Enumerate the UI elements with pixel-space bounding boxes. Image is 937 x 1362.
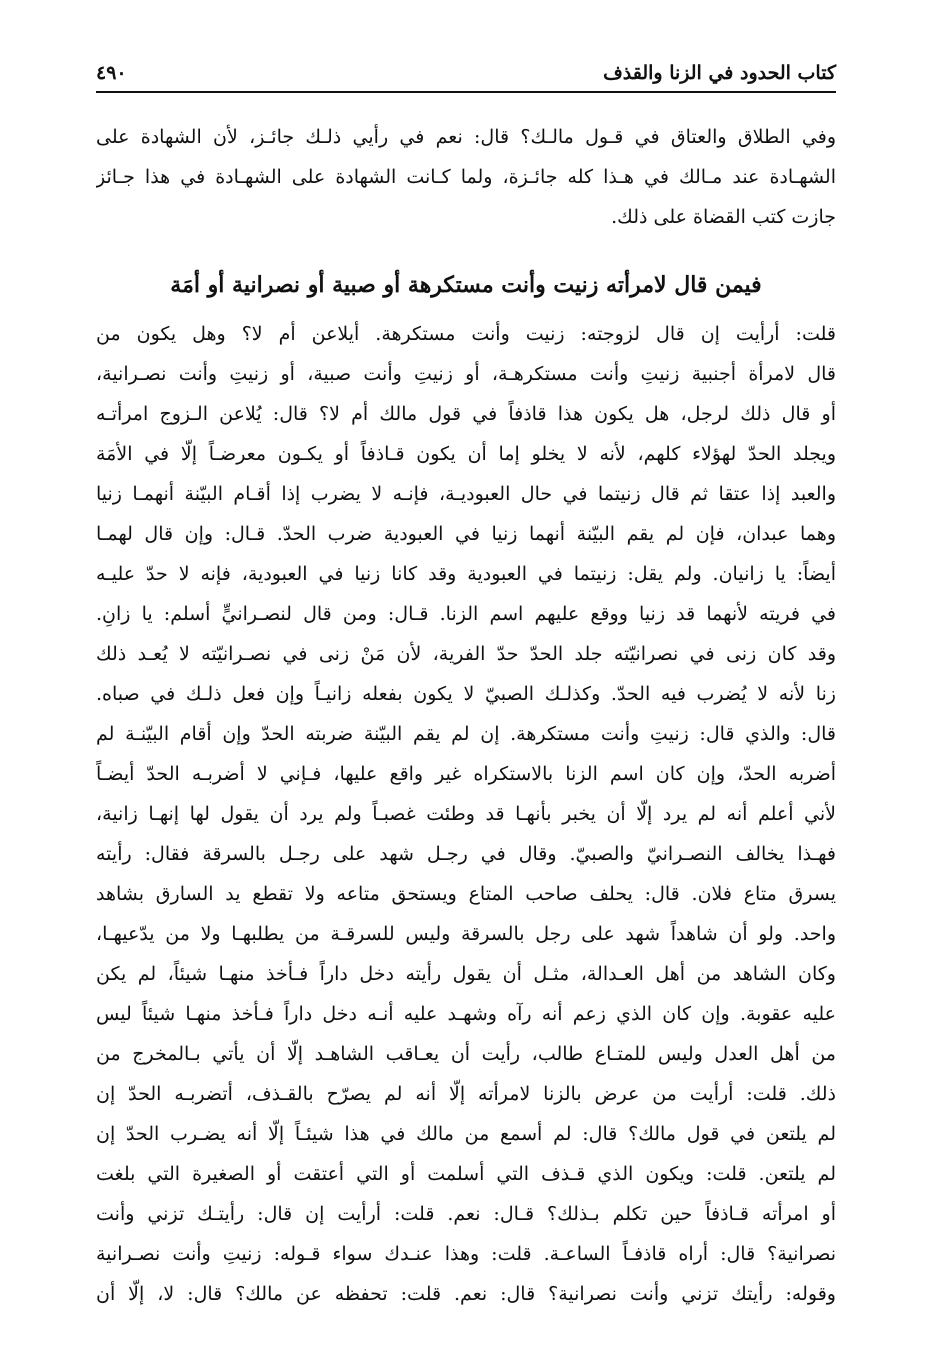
text-line: ذلك. قلت: أرأيت من عرض بالزنا لامرأته إلّا أنه لم يصرّح بالقـذف، أتضربـه الحدّ إن — [96, 1083, 836, 1105]
page-header — [96, 58, 836, 92]
text-line: قال: والذي قال: زنيتِ وأنت مستكرهة. إن لم يقم البيّنة ضربته الحدّ وإن أقام البيّنـة لم — [96, 723, 836, 745]
text-line: عليه عقوبة. وإن كان الذي زعم أنه رآه وشهـد عليه أنـه دخل داراً فـأخذ منهـا شيئاً ليس — [96, 1003, 836, 1025]
text-line: وفي الطلاق والعتاق في قـول مالـك؟ قال: نعم في رأيي ذلـك جائـز، لأن الشهادة على — [96, 126, 836, 148]
intro-paragraph — [96, 117, 836, 237]
text-line: وقوله: رأيتك تزني وأنت نصرانية؟ قال: نعم. قلت: تحفظه عن مالك؟ قال: لا، إلّا أن — [96, 1283, 836, 1305]
text-line: قال لامرأة أجنبية زنيتِ وأنت مستكرهـة، أو زنيتِ وأنت صبية، أو زنيتِ وأنت نصـرانية، — [96, 363, 836, 385]
text-line: أضربه الحدّ، وإن كان اسم الزنا بالاستكراه غير واقع عليها، فـإني لا أضربـه الحدّ أيضـاً — [96, 763, 836, 785]
text-line: وهما عبدان، فإن لم يقم البيّنة أنهما زنيا في العبودية ضرب الحدّ. قـال: وإن قال لهمـا — [96, 523, 836, 545]
text-line: يسرق متاع فلان. قال: يحلف صاحب المتاع ويستحق متاعه ولا تقطع يد السارق بشاهد — [96, 883, 836, 905]
text-line: لأني أعلم أنه لم يرد إلّا أن يخبر بأنهـا قد وطئت غصبـاً ولم يرد أن يقول لها إنهـا زانية، — [96, 803, 836, 825]
text-line: واحد. ولو أن شاهداً شهد على رجل بالسرقة وليس للسرقـة من يطلبهـا ولا من يدّعيهـا، — [96, 923, 836, 945]
text-line: الشهـادة عند مـالك في هـذا كله جائـزة، ولما كـانت الشهادة على الشهـادة في هذا جـائز — [96, 166, 836, 188]
text-line: في فريته لأنهما قد زنيا ووقع عليهم اسم الزنا. قـال: ومن قال لنصـرانيٍّ أسلم: يا زانِ. — [96, 603, 836, 625]
text-line: لم يلتعن. قلت: ويكون الذي قـذف التي أسلمت أو التي أعتقت أو الصغيرة التي بلغت — [96, 1163, 836, 1185]
text-line: قلت: أرأيت إن قال لزوجته: زنيت وأنت مستكرهة. أيلاعن أم لا؟ وهل يكون من — [96, 323, 836, 345]
text-line: جازت كتب القضاة على ذلك. — [611, 206, 836, 228]
text-line: أيضاً: يا زانيان. ولم يقل: زنيتما في العبودية وقد كانا زنيا في العبودية، فإنه لا حدّ عليـه — [96, 563, 836, 585]
text-line: وقد كان زنى في نصرانيّته جلد الحدّ حدّ الفرية، لأن مَنْ زنى في نصـرانيّته لا يُعـد ذلك — [96, 643, 836, 665]
text-line: أو قال ذلك لرجل، هل يكون هذا قاذفاً في قول مالك أم لا؟ قال: يُلاعن الـزوج امرأتـه — [96, 403, 836, 425]
main-paragraph — [96, 314, 836, 1314]
text-line: لم يلتعن في قول مالك؟ قال: لم أسمع من مالك في هذا شيئـاً إلّا أنه يضـرب الحدّ إن — [96, 1123, 836, 1145]
text-line: والعبد إذا عتقا ثم قال زنيتما في حال العبوديـة، فإنـه لا يضرب إذا أقـام البيّنة أنهمـا زنيا — [96, 483, 836, 505]
text-line: ويجلد الحدّ لهؤلاء كلهم، لأنه لا يخلو إما أن يكون قـاذفاً أو يكـون معرضـاً إلّا في الأمَة — [96, 443, 836, 465]
text-line: أو امرأته قـاذفاً حين تكلم بـذلك؟ قـال: نعم. قلت: أرأيت إن قال: رأيتـك تزني وأنت — [96, 1203, 836, 1225]
section-title: فيمن قال لامرأته زنيت وأنت مستكرهة أو صبية أو نصرانية أو أمَة — [170, 272, 762, 298]
page-number: ٤٩٠ — [96, 62, 127, 84]
text-line: من أهل العدل وليس للمتـاع طالب، رأيت أن يعـاقب الشاهـد إلّا أن يأتي بـالمخرج من — [96, 1043, 836, 1065]
running-title: كتاب الحدود في الزنا والقذف — [603, 62, 836, 84]
text-line: زنا لأنه لا يُضرب فيه الحدّ. وكذلـك الصبيّ لا يكون بفعله زانيـاً وإن فعل ذلـك في صباه. — [96, 683, 836, 705]
header-rule — [96, 91, 836, 93]
text-line: وكان الشاهد من أهل العـدالة، مثـل أن يقول رأيته دخل داراً فـأخذ منهـا شيئاً، لم يكن — [96, 963, 836, 985]
text-line: فهـذا يخالف النصـرانيّ والصبيّ. وقال في رجـل شهد على رجـل بالسرقة فقال: رأيته — [96, 843, 836, 865]
text-line: نصرانية؟ قال: أراه قاذفـاً الساعـة. قلت: وهذا عنـدك سواء قـوله: زنيتِ وأنت نصـرانية — [96, 1243, 836, 1265]
